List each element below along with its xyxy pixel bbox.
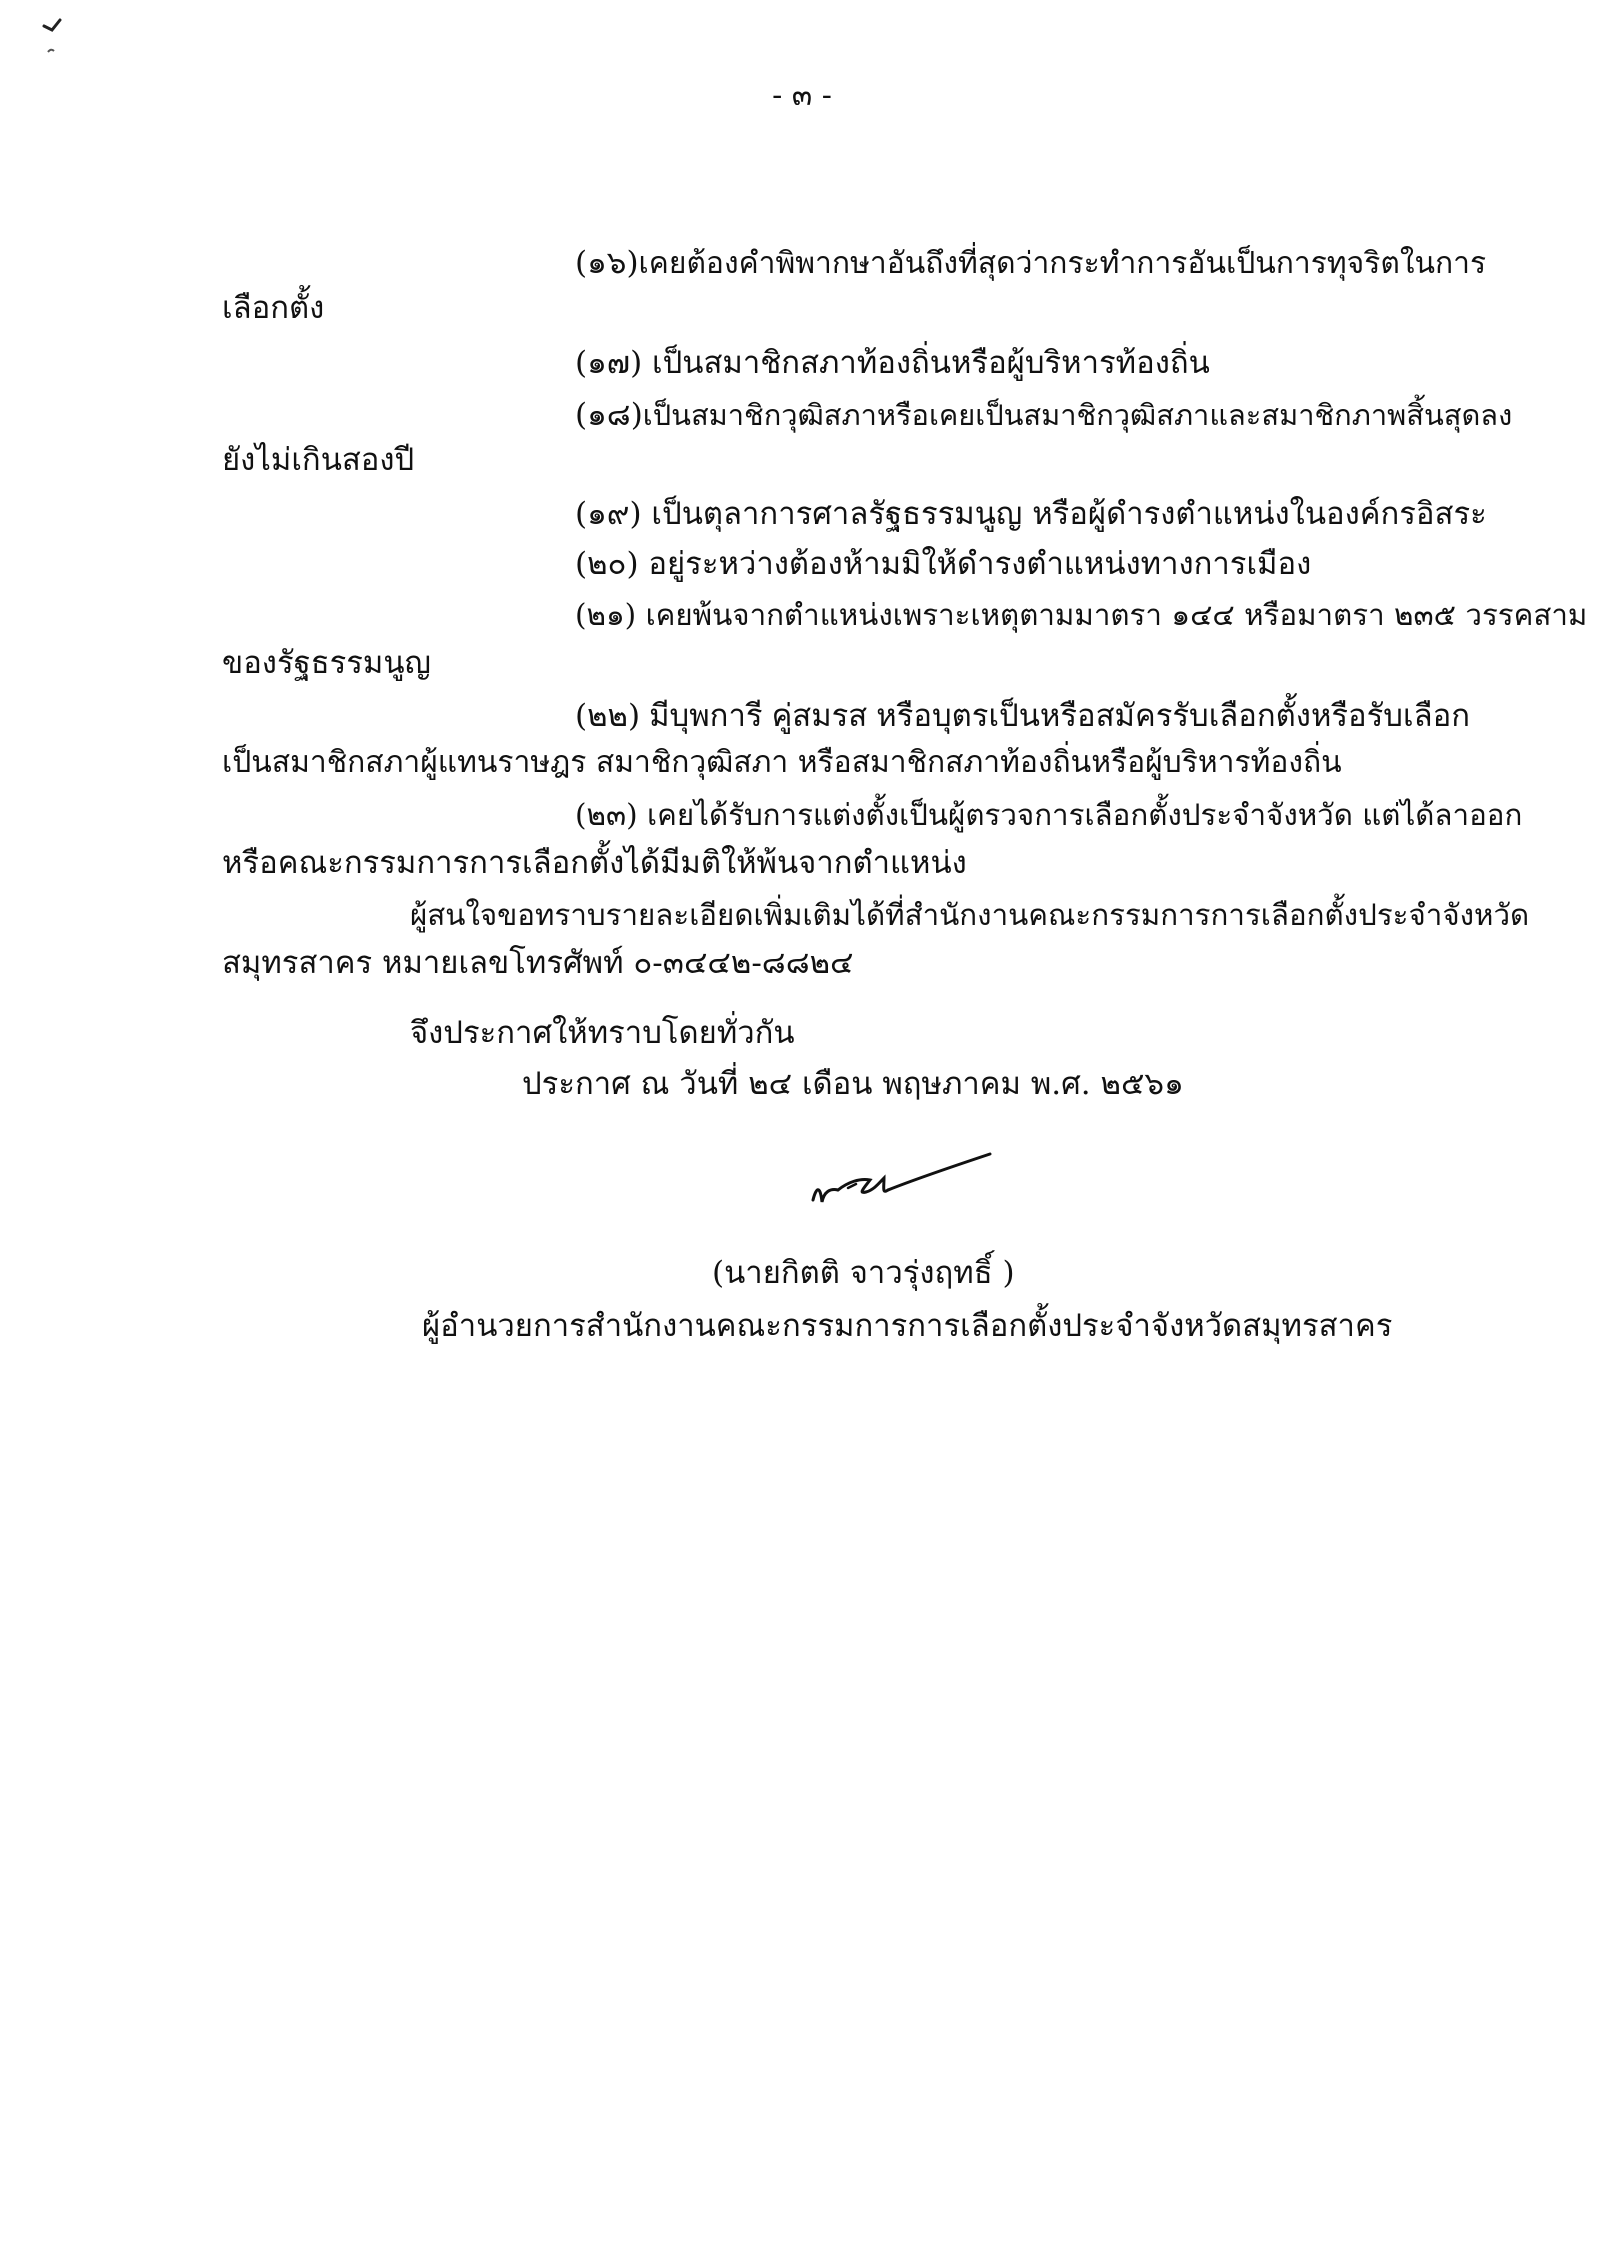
contact-line-1: ผู้สนใจขอทราบรายละเอียดเพิ่มเติมได้ที่สำนักงานคณะกรรมการการเลือกตั้งประจำจังหวัด	[410, 898, 1530, 932]
item-22-line	[575, 698, 1470, 735]
item-22-continuation: เป็นสมาชิกสภาผู้แทนราษฎร สมาชิกวุฒิสภา หรือสมาชิกสภาท้องถิ่นหรือผู้บริหารท้องถิ่น	[222, 745, 1342, 780]
item-19-text: (๑๙) เป็นตุลาการศาลรัฐธรรมนูญ หรือผู้ดำรงตำแหน่งในองค์กรอิสระ	[575, 496, 1487, 532]
item-23-continuation: หรือคณะกรรมการการเลือกตั้งได้มีมติให้พ้นจากตำแหน่ง	[222, 845, 967, 881]
item-18-line	[575, 397, 1513, 434]
signatory-name: (นายกิตติ จาวรุ่งฤทธิ์ )	[712, 1255, 1015, 1291]
item-23-text: (๒๓) เคยได้รับการแต่งตั้งเป็นผู้ตรวจการเลือกตั้งประจำจังหวัด แต่ได้ลาออก	[575, 798, 1523, 832]
signatory-position: ผู้อำนวยการสำนักงานคณะกรรมการการเลือกตั้งประจำจังหวัดสมุทรสาคร	[422, 1308, 1393, 1344]
item-22-word-2: คู่สมรส	[771, 698, 868, 734]
item-22-word-3: หรือบุตรเป็นหรือสมัครรับเลือกตั้งหรือรับเลือก	[876, 698, 1470, 734]
announcement-date: ประกาศ ณ วันที่ ๒๔ เดือน พฤษภาคม พ.ศ. ๒๕๖๑	[522, 1066, 1184, 1102]
item-16-number: (๑๖)	[575, 245, 639, 281]
corner-pen-mark	[38, 12, 78, 62]
item-18-number: (๑๘)	[575, 397, 643, 433]
item-21-continuation: ของรัฐธรรมนูญ	[222, 645, 431, 681]
item-16-line	[575, 245, 1487, 282]
item-22-word-1: มีบุพการี	[649, 698, 763, 734]
item-17-text: (๑๗) เป็นสมาชิกสภาท้องถิ่นหรือผู้บริหารท้องถิ่น	[575, 345, 1210, 381]
item-16-continuation: เลือกตั้ง	[222, 290, 325, 326]
item-18-continuation: ยังไม่เกินสองปี	[222, 442, 415, 478]
page-number: - ๓ -	[772, 78, 832, 113]
signature	[808, 1148, 998, 1228]
announcement-closing: จึงประกาศให้ทราบโดยทั่วกัน	[410, 1015, 795, 1051]
contact-line-2: สมุทรสาคร หมายเลขโทรศัพท์ ๐-๓๔๔๒-๘๘๒๔	[222, 945, 854, 981]
item-20-text: (๒๐) อยู่ระหว่างต้องห้ามมิให้ดำรงตำแหน่งทางการเมือง	[575, 546, 1312, 582]
item-18-text: เป็นสมาชิกวุฒิสภาหรือเคยเป็นสมาชิกวุฒิสภาและสมาชิกภาพสิ้นสุดลง	[642, 398, 1513, 432]
item-16-text: เคยต้องคำพิพากษาอันถึงที่สุดว่ากระทำการอันเป็นการทุจริตในการ	[638, 246, 1487, 281]
item-21-text: (๒๑) เคยพ้นจากตำแหน่งเพราะเหตุตามมาตรา ๑๔๔ หรือมาตรา ๒๓๕ วรรคสาม	[575, 598, 1588, 632]
item-22-number: (๒๒)	[575, 698, 641, 734]
